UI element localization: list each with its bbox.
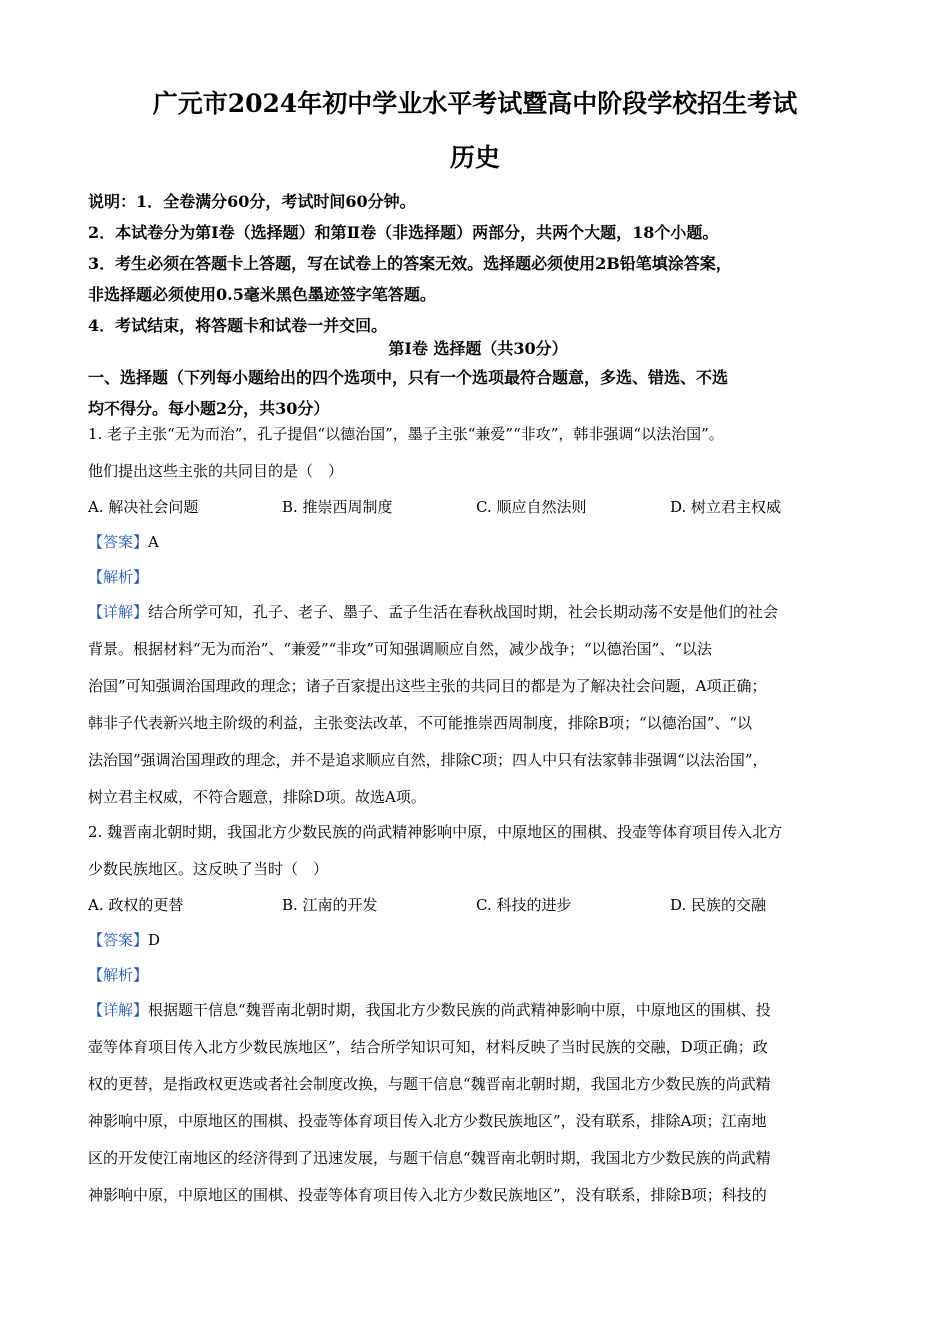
subject-title: 历史 xyxy=(449,143,500,172)
option-a: A. 政权的更替 xyxy=(88,896,184,914)
answer-value: D xyxy=(148,931,161,949)
exam-title: 广元市2024年初中学业水平考试暨高中阶段学校招生考试 xyxy=(152,89,798,118)
detail-line: 神影响中原，中原地区的围棋、投壶等体育项目传入北方少数民族地区”，没有联系，排除A项；江南地 xyxy=(88,1112,767,1130)
section-heading-line: 一、选择题（下列每小题给出的四个选项中，只有一个选项最符合题意，多选、错选、不选 xyxy=(88,368,729,387)
instruction-line: 4．考试结束，将答题卡和试卷一并交回。 xyxy=(88,316,388,335)
detail-line: 背景。根据材料“无为而治”、“兼爱”“非攻”可知强调顺应自然，减少战争；“以德治国”、“以法 xyxy=(88,640,713,658)
detail-line: 法治国”强调治国理政的理念，并不是追求顺应自然，排除C项；四人中只有法家韩非强调“以法治国”， xyxy=(88,751,768,769)
option-b: B. 推崇西周制度 xyxy=(282,498,393,516)
detail-tag: 【详解】 xyxy=(88,603,149,621)
question-1-options xyxy=(88,490,868,525)
detail-line: 区的开发使江南地区的经济得到了迅速发展，与题干信息“魏晋南北朝时期，我国北方少数民族的尚武精 xyxy=(88,1149,771,1167)
question-2-detail xyxy=(88,992,868,1214)
answer-value: A xyxy=(148,533,159,551)
option-a: A. 解决社会问题 xyxy=(88,498,199,516)
option-c: C. 顺应自然法则 xyxy=(476,498,587,516)
analysis-tag: 【解析】 xyxy=(88,568,149,586)
detail-line: 【详解】结合所学可知，孔子、老子、墨子、孟子生活在春秋战国时期，社会长期动荡不安是他们的社会 xyxy=(88,603,779,621)
question-1-analysis xyxy=(88,560,868,595)
detail-line: 韩非子代表新兴地主阶级的利益，主张变法改革，不可能推崇西周制度，排除B项；“以德治国”、“以 xyxy=(88,714,753,732)
option-b: B. 江南的开发 xyxy=(282,896,378,914)
instruction-line: 3．考生必须在答题卡上答题，写在试卷上的答案无效。选择题必须使用2B铅笔填涂答案， xyxy=(88,254,732,273)
question-1-stem xyxy=(88,416,868,490)
detail-line: 壶等体育项目传入北方少数民族地区”，结合所学知识可知，材料反映了当时民族的交融，D项正确；政 xyxy=(88,1038,768,1056)
option-c: C. 科技的进步 xyxy=(476,896,572,914)
analysis-tag: 【解析】 xyxy=(88,966,149,984)
detail-tag: 【详解】 xyxy=(88,1001,149,1019)
detail-line: 治国”可知强调治国理政的理念；诸子百家提出这些主张的共同目的都是为了解决社会问题，A项正确； xyxy=(88,677,767,695)
detail-line: 神影响中原，中原地区的围棋、投壶等体育项目传入北方少数民族地区”，没有联系，排除B项；科技的 xyxy=(88,1186,767,1204)
answer-tag: 【答案】 xyxy=(88,533,149,551)
detail-line: 【详解】根据题干信息“魏晋南北朝时期，我国北方少数民族的尚武精神影响中原，中原地区的围棋、投 xyxy=(88,1001,771,1019)
instruction-line: 说明：1．全卷满分60分，考试时间60分钟。 xyxy=(88,192,416,211)
option-d: D. 树立君主权威 xyxy=(670,498,782,516)
section-title: 第Ⅰ卷 选择题（共30分） xyxy=(388,339,568,358)
instruction-line: 非选择题必须使用0.5毫米黑色墨迹签字笔答题。 xyxy=(88,285,436,304)
detail-line: 权的更替，是指政权更迭或者社会制度改换，与题干信息“魏晋南北朝时期，我国北方少数民族的尚武精 xyxy=(88,1075,771,1093)
question-2-options xyxy=(88,888,868,923)
question-1-answer xyxy=(88,525,868,560)
question-2-analysis xyxy=(88,958,868,993)
question-2-stem xyxy=(88,814,868,888)
question-stem-line: 2. 魏晋南北朝时期，我国北方少数民族的尚武精神影响中原，中原地区的围棋、投壶等体育项目传入北方 xyxy=(88,823,783,841)
option-d: D. 民族的交融 xyxy=(670,896,767,914)
question-stem-line: 1. 老子主张“无为而治”，孔子提倡“以德治国”，墨子主张“兼爱”“非攻”，韩非强调“以法治国”。 xyxy=(88,425,724,443)
question-stem-line: 少数民族地区。这反映了当时（ ） xyxy=(88,860,329,878)
question-stem-line: 他们提出这些主张的共同目的是（ ） xyxy=(88,462,344,480)
instructions xyxy=(88,186,868,341)
section-heading-line: 均不得分。每小题2分，共30分） xyxy=(88,399,330,418)
question-1-detail xyxy=(88,594,868,816)
detail-line: 树立君主权威，不符合题意，排除D项。故选A项。 xyxy=(88,788,426,806)
answer-tag: 【答案】 xyxy=(88,931,149,949)
section-heading xyxy=(88,362,868,424)
instruction-line: 2．本试卷分为第Ⅰ卷（选择题）和第Ⅱ卷（非选择题）两部分，共两个大题，18个小题。 xyxy=(88,223,719,242)
question-2-answer xyxy=(88,923,868,958)
